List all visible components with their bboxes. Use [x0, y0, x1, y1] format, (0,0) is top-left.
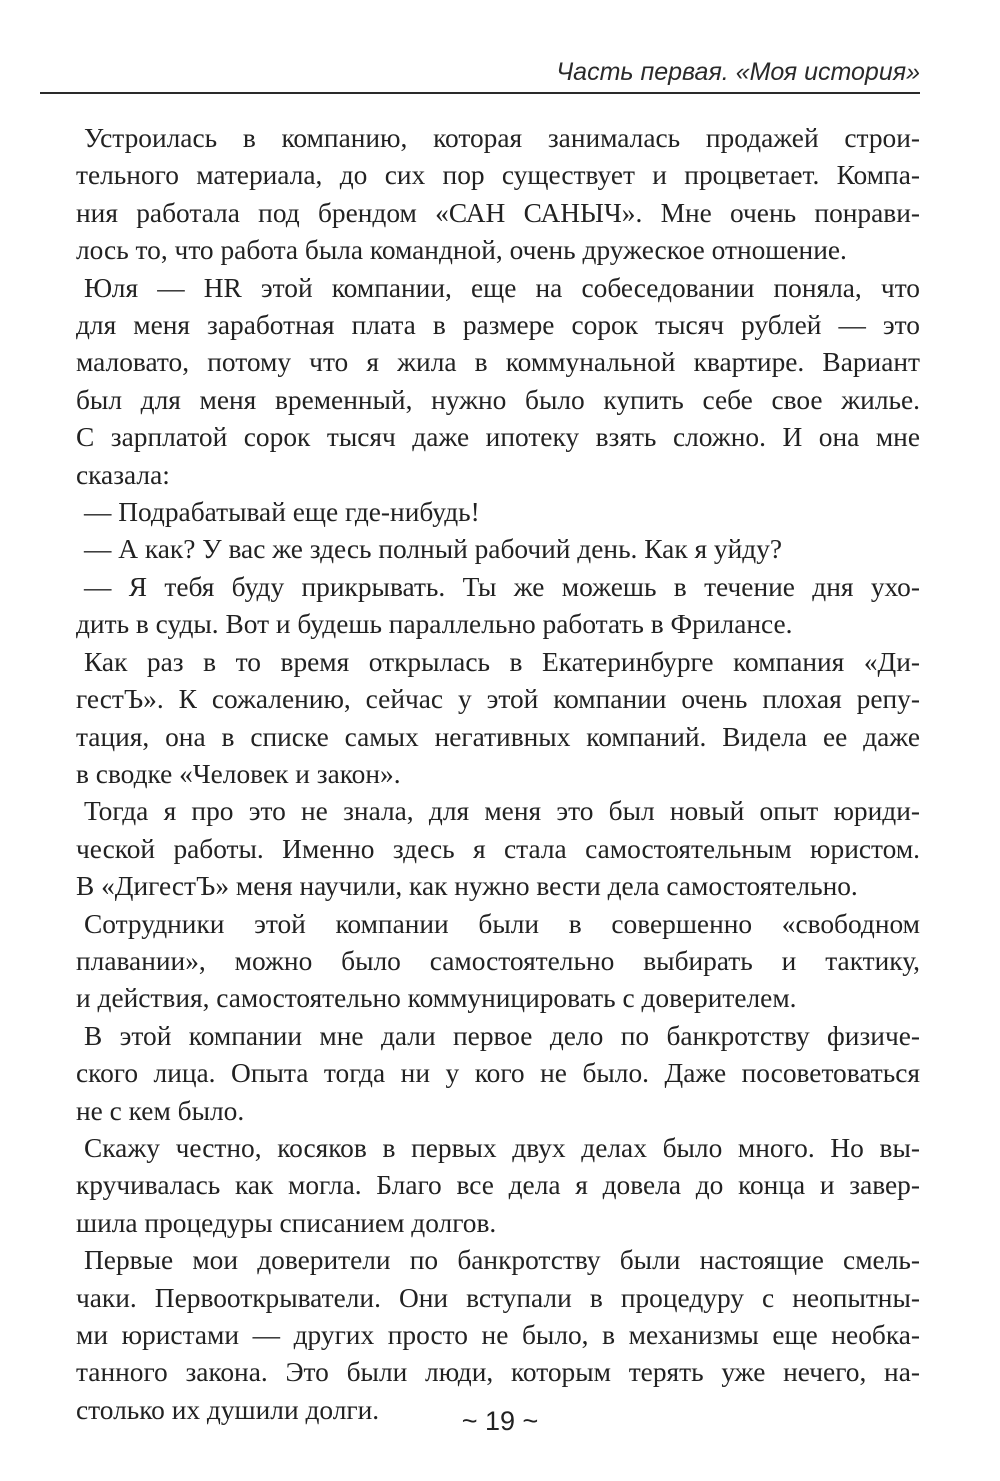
text-line: плавании», можно было самостоятельно выбирать и тактику, [76, 945, 920, 976]
text-line: ского лица. Опыта тогда ни у кого не было. Даже посоветоваться [76, 1058, 920, 1089]
text-line: ческой работы. Именно здесь я стала самостоятельным юристом. [76, 833, 920, 864]
text-line: — Подрабатывай еще где-нибудь! [84, 497, 480, 528]
text-line: и действия, самостоятельно коммуницировать с доверителем. [76, 983, 797, 1014]
text-line: С зарплатой сорок тысяч даже ипотеку взять сложно. И она мне [76, 422, 920, 453]
text-line: был для меня временный, нужно было купить себе свое жилье. [76, 384, 920, 415]
text-line: Тогда я про это не знала, для меня это был новый опыт юриди- [84, 796, 920, 827]
text-line: В «ДигестЪ» меня научили, как нужно вести дела самостоятельно. [76, 871, 858, 902]
text-line: в сводке «Человек и закон». [76, 758, 401, 789]
text-line: ния работала под брендом «САН САНЫЧ». Мне очень понрави- [76, 197, 920, 228]
text-line: Сотрудники этой компании были в совершенно «свободном [84, 908, 920, 939]
paragraph [76, 906, 920, 1018]
text-line: — Я тебя буду прикрывать. Ты же можешь в течение дня ухо- [84, 571, 920, 602]
paragraph [76, 1242, 920, 1429]
paragraph [76, 1130, 920, 1242]
running-header [40, 56, 920, 94]
running-title: Часть первая. «Моя история» [556, 58, 920, 86]
paragraph [76, 270, 920, 494]
text-line: чаки. Первооткрыватели. Они вступали в процедуру с неопытны- [76, 1282, 920, 1313]
paragraph [76, 1018, 920, 1130]
paragraph [76, 569, 920, 644]
text-line: ми юристами — других просто не было, в механизмы еще необка- [76, 1320, 920, 1350]
paragraph [76, 644, 920, 794]
body-text [76, 120, 920, 1429]
text-line: Скажу честно, косяков в первых двух делах было много. Но вы- [84, 1132, 920, 1163]
text-line: шила процедуры списанием долгов. [76, 1207, 497, 1238]
text-line: сказала: [76, 459, 170, 490]
paragraph [76, 793, 920, 905]
text-line: Как раз в то время открылась в Екатеринбурге компания «Ди- [84, 646, 920, 677]
text-line: Первые мои доверители по банкротству были настоящие смель- [84, 1245, 920, 1276]
text-line: гестЪ». К сожалению, сейчас у этой компании очень плохая репу- [76, 684, 920, 715]
text-line: танного закона. Это были люди, которым терять уже нечего, на- [76, 1357, 920, 1388]
text-line: — А как? У вас же здесь полный рабочий день. Как я уйду? [84, 534, 783, 565]
text-line: тация, она в списке самых негативных компаний. Видела ее даже [76, 721, 920, 752]
text-line: Устроилась в компанию, которая занималась продажей строи- [84, 123, 920, 153]
text-line: тельного материала, до сих пор существует и процветает. Компа- [76, 160, 920, 191]
text-line: лось то, что работа была командной, очень дружеское отношение. [76, 235, 847, 266]
page-number: ~ 19 ~ [461, 1406, 539, 1436]
text-line: не с кем было. [76, 1095, 245, 1126]
text-line: дить в суды. Вот и будешь параллельно работать в Фрилансе. [76, 609, 793, 640]
text-line: для меня заработная плата в размере сорок тысяч рублей — это [76, 310, 920, 341]
text-line: Юля — HR этой компании, еще на собеседовании поняла, что [84, 272, 920, 303]
text-line: столько их душили долги. [76, 1394, 380, 1425]
text-line: маловато, потому что я жила в коммунальной квартире. Вариант [76, 347, 920, 378]
paragraph [76, 494, 920, 531]
paragraph [76, 120, 920, 270]
text-line: В этой компании мне дали первое дело по банкротству физиче- [84, 1020, 920, 1051]
paragraph [76, 531, 920, 568]
text-line: кручивалась как могла. Благо все дела я довела до конца и завер- [76, 1170, 920, 1201]
